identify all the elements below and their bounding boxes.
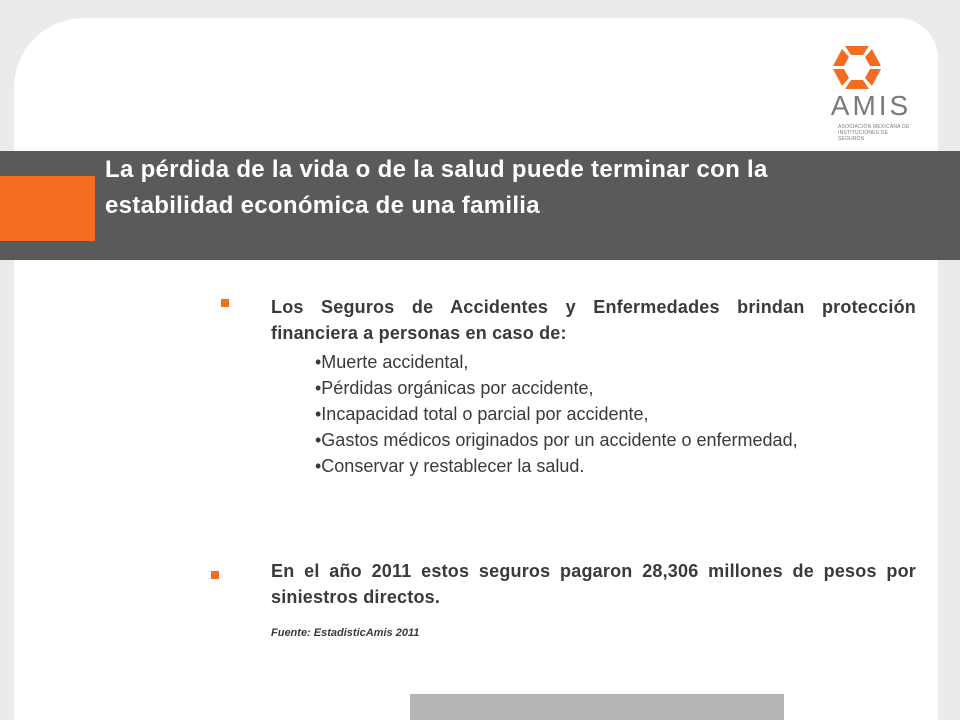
coverage-list: [315, 349, 916, 479]
bullet-square-icon: [221, 299, 229, 307]
section2-text: En el año 2011 estos seguros pagaron 28,306 millones de pesos por siniestros directos.: [271, 561, 916, 607]
logo-subtitle: ASOCIACIÓN MEXICANA DE INSTITUCIONES DE SEGUROS: [838, 124, 910, 142]
section1-intro: Los Seguros de Accidentes y Enfermedades brindan protección financiera a personas en caso de:: [271, 297, 916, 343]
list-item: •Conservar y restablecer la salud.: [315, 456, 585, 476]
list-item: •Pérdidas orgánicas por accidente,: [315, 378, 594, 398]
footer-bar: [410, 694, 784, 720]
slide-title: La pérdida de la vida o de la salud puede terminar con la estabilidad económica de una familia: [105, 156, 768, 219]
list-item: •Incapacidad total o parcial por accidente,: [315, 404, 649, 424]
list-item: •Muerte accidental,: [315, 352, 469, 372]
source-note: Fuente: EstadisticAmis 2011: [271, 627, 420, 639]
list-item: •Gastos médicos originados por un accidente o enfermedad,: [315, 430, 798, 450]
logo-wordmark: AMIS: [830, 90, 912, 121]
bullet-square-icon: [211, 571, 219, 579]
amis-logo: [826, 44, 926, 142]
amis-emblem-icon: [832, 44, 882, 90]
accent-block: [0, 176, 95, 241]
